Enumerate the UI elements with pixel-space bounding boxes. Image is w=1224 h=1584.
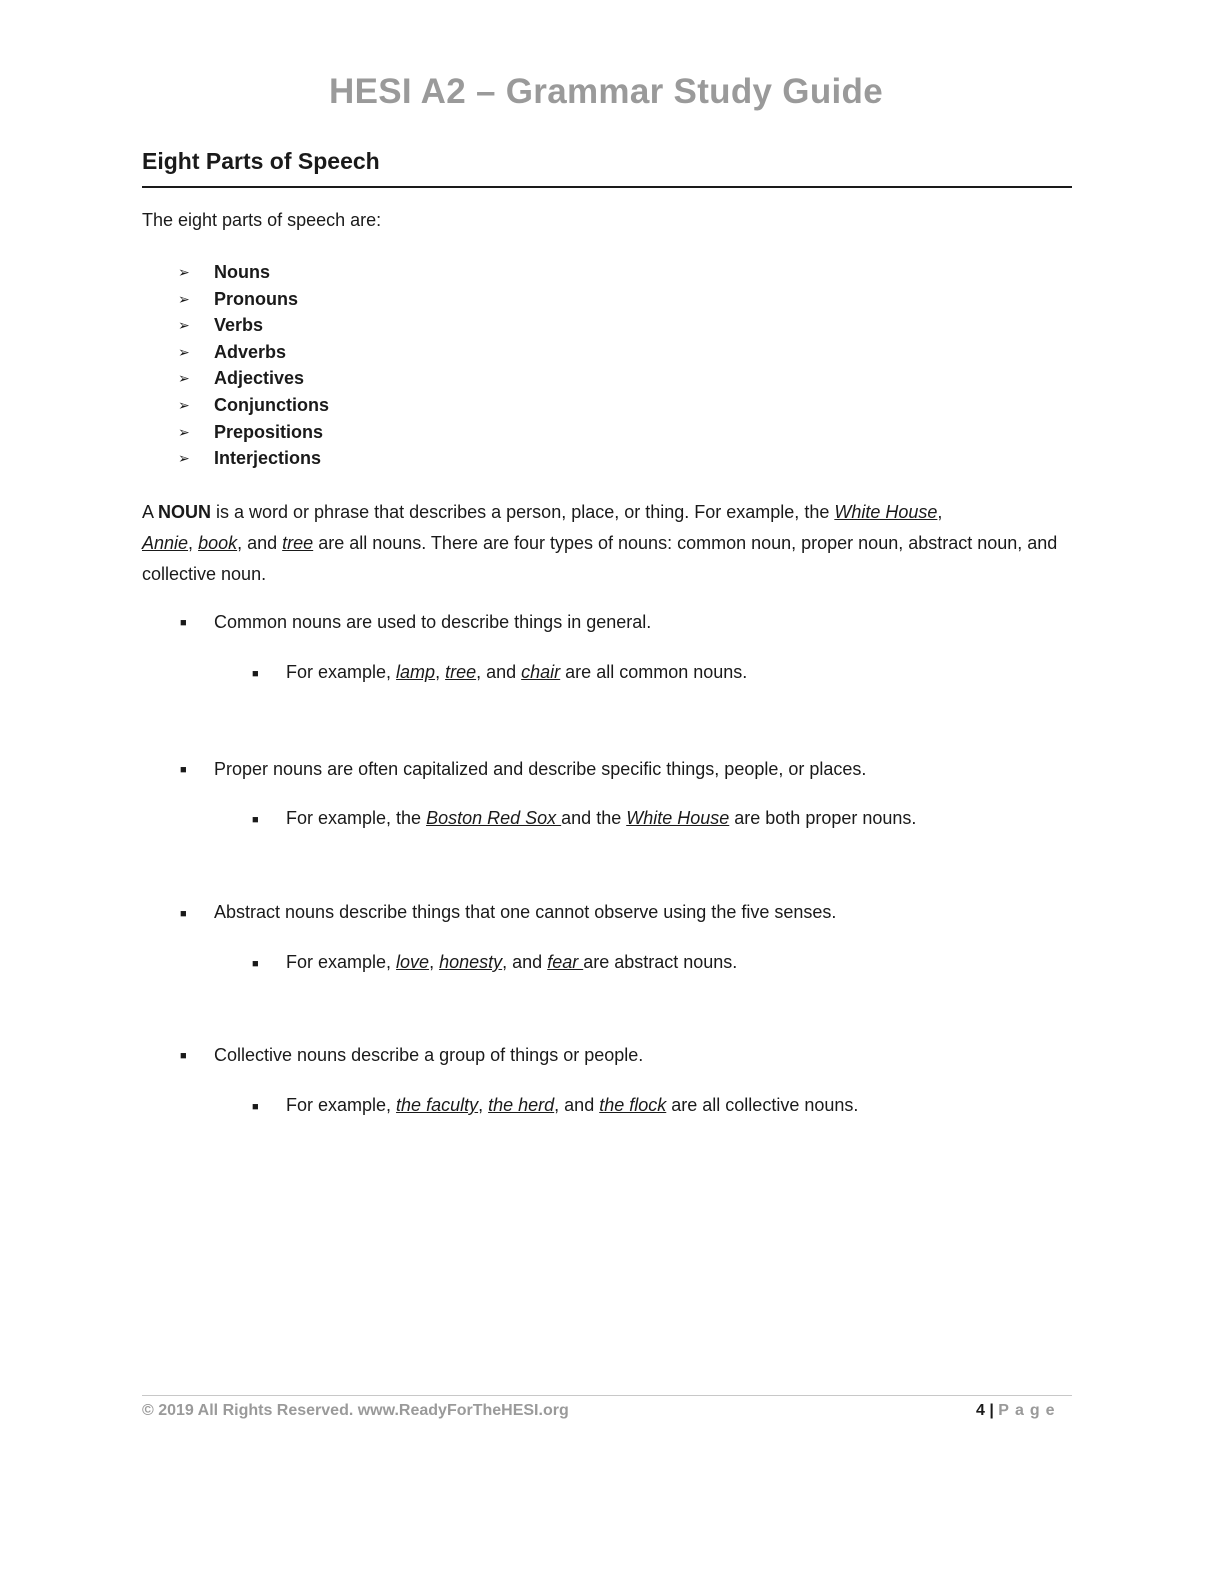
example-term: lamp bbox=[396, 662, 436, 682]
example-term: White House bbox=[626, 808, 730, 828]
text-run: is a word or phrase that describes a person, place, or thing. For example, the bbox=[211, 502, 835, 522]
text-run: are both proper nouns. bbox=[729, 808, 917, 828]
text-run: For example, bbox=[286, 662, 397, 682]
noun-term: NOUN bbox=[158, 502, 212, 522]
list-item-label: Adjectives bbox=[214, 368, 305, 389]
arrow-bullet-icon: ➢ bbox=[178, 343, 190, 360]
example-term: the flock bbox=[599, 1095, 667, 1115]
proper-noun-example bbox=[286, 808, 916, 829]
example-term: tree bbox=[282, 533, 314, 553]
text-run: , bbox=[478, 1095, 489, 1115]
abstract-noun-example bbox=[286, 952, 737, 973]
square-bullet-icon: ■ bbox=[180, 617, 187, 629]
text-run: are all common nouns. bbox=[560, 662, 748, 682]
square-bullet-icon: ■ bbox=[252, 958, 259, 970]
example-term: fear bbox=[547, 952, 584, 972]
list-item-label: Nouns bbox=[214, 262, 270, 282]
page-number-value: 4 bbox=[976, 1402, 985, 1419]
square-bullet-icon: ■ bbox=[180, 1050, 187, 1062]
example-term: Boston Red Sox bbox=[426, 808, 562, 828]
text-run: and the bbox=[561, 808, 627, 828]
text-run: For example, the bbox=[286, 808, 427, 828]
text-run: are all nouns. There are four types of nouns: common noun, proper noun, abstract noun, and collective noun. bbox=[142, 533, 1058, 584]
square-bullet-icon: ■ bbox=[252, 1101, 259, 1113]
text-run: , and bbox=[476, 662, 522, 682]
text-run: For example, bbox=[286, 1095, 397, 1115]
arrow-bullet-icon: ➢ bbox=[178, 317, 190, 334]
collective-noun-example bbox=[286, 1095, 858, 1116]
example-term: the herd bbox=[488, 1095, 555, 1115]
text-run: , and bbox=[502, 952, 548, 972]
text-run: A bbox=[142, 502, 159, 522]
list-item-label: Adverbs bbox=[214, 341, 287, 362]
square-bullet-icon: ■ bbox=[252, 668, 259, 680]
page-title: HESI A2 – Grammar Study Guide bbox=[329, 72, 883, 111]
text-run: are all collective nouns. bbox=[666, 1095, 859, 1115]
arrow-bullet-icon: ➢ bbox=[178, 264, 190, 280]
intro-text: The eight parts of speech are: bbox=[142, 210, 382, 230]
square-bullet-icon: ■ bbox=[180, 908, 187, 920]
noun-definition-paragraph bbox=[142, 497, 1077, 590]
abstract-noun-description: Abstract nouns describe things that one cannot observe using the five senses. bbox=[214, 902, 837, 922]
footer-copyright: © 2019 All Rights Reserved. www.ReadyForTheHESI.org bbox=[142, 1402, 569, 1419]
example-term: love bbox=[396, 952, 430, 972]
arrow-bullet-icon: ➢ bbox=[178, 370, 190, 387]
example-term: honesty bbox=[439, 952, 503, 972]
text-run: For example, bbox=[286, 952, 397, 972]
text-run: , and bbox=[554, 1095, 600, 1115]
text-run: , bbox=[429, 952, 440, 972]
example-term: White House bbox=[834, 502, 938, 522]
page-label: Page bbox=[998, 1402, 1061, 1419]
list-item-label: Interjections bbox=[214, 448, 322, 469]
square-bullet-icon: ■ bbox=[252, 814, 259, 826]
heading-divider bbox=[142, 186, 1072, 188]
arrow-bullet-icon: ➢ bbox=[178, 396, 190, 413]
example-term: Annie bbox=[142, 533, 189, 553]
list-item-label: Conjunctions bbox=[214, 394, 329, 415]
section-heading: Eight Parts of Speech bbox=[142, 148, 380, 174]
text-run: are abstract nouns. bbox=[583, 952, 738, 972]
list-item-label: Prepositions bbox=[214, 421, 324, 442]
example-term: the faculty bbox=[396, 1095, 479, 1115]
arrow-bullet-icon: ➢ bbox=[178, 450, 190, 467]
collective-noun-description: Collective nouns describe a group of things or people. bbox=[214, 1045, 644, 1065]
list-item-label: Pronouns bbox=[214, 288, 298, 309]
page-number bbox=[976, 1402, 1061, 1420]
example-term: chair bbox=[521, 662, 561, 682]
common-noun-example bbox=[286, 662, 747, 683]
arrow-bullet-icon: ➢ bbox=[178, 423, 190, 440]
example-term: tree bbox=[445, 662, 477, 682]
common-noun-description: Common nouns are used to describe things in general. bbox=[214, 612, 652, 632]
footer-divider bbox=[142, 1395, 1072, 1396]
page-separator: | bbox=[984, 1402, 999, 1419]
text-run: , bbox=[188, 533, 199, 553]
text-run: , and bbox=[237, 533, 283, 553]
square-bullet-icon: ■ bbox=[180, 764, 187, 776]
text-run: , bbox=[435, 662, 446, 682]
text-run: , bbox=[937, 502, 943, 522]
arrow-bullet-icon: ➢ bbox=[178, 290, 190, 307]
example-term: book bbox=[198, 533, 238, 553]
proper-noun-description: Proper nouns are often capitalized and describe specific things, people, or places. bbox=[214, 759, 867, 779]
list-item-label: Verbs bbox=[214, 315, 264, 336]
